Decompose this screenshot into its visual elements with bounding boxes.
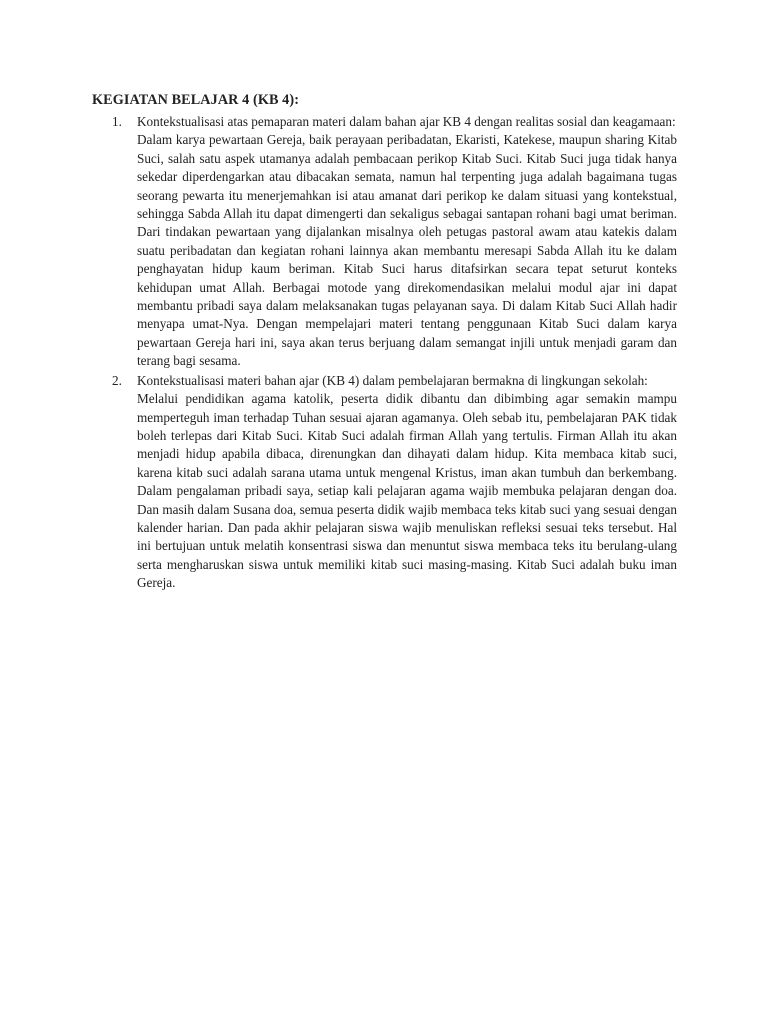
item-body: Melalui pendidikan agama katolik, peserta didik dibantu dan dibimbing agar semakin mampu memperteguh iman terhadap Tuhan sesuai ajaran agamanya. Oleh sebab itu, pembelajaran PAK tidak boleh terlepas dari Kitab Suci. Kitab Suci adalah firman Allah yang tertulis. Firman Allah itu akan menjadi hidup apabila dibaca, direnungkan dan dihayati dalam hidup. Kita membaca kitab suci, karena kitab suci adalah sarana utama untuk mengenal Kristus, iman akan tumbuh dan berkembang. Dalam pengalaman pribadi saya, setiap kali pelajaran agama wajib membuka pelajaran dengan doa. Dan masih dalam Susana doa, semua peserta didik wajib membaca teks kitab suci yang sesuai dengan kalender harian. Dan pada akhir pelajaran siswa wajib menuliskan refleksi sesuai teks tersebut. Hal ini bertujuan untuk melatih konsentrasi siswa dan menuntut siswa membaca teks itu berulang-ulang serta mengharuskan siswa untuk memiliki kitab suci masing-masing. Kitab Suci adalah buku iman Gereja.	[137, 391, 677, 591]
item-body: Dalam karya pewartaan Gereja, baik perayaan peribadatan, Ekaristi, Katekese, maupun sharing Kitab Suci, salah satu aspek utamanya adalah pembacaan perikop Kitab Suci. Kitab Suci juga tidak hanya sekedar diperdengarkan atau dibacakan semata, namun hal terpenting juga adalah bagaimana tugas seorang pewarta itu menerjemahkan isi atau amanat dari perikop ke dalam situasi yang kontekstual, sehingga Sabda Allah itu dapat dimengerti dan sekaligus sebagai santapan rohani bagi umat beriman. Dari tindakan pewartaan yang dijalankan misalnya oleh petugas pastoral awam atau katekis dalam suatu peribadatan dan kegiatan rohani lainnya akan membantu meresapi Sabda Allah itu ke dalam penghayatan hidup kaum beriman. Kitab Suci harus ditafsirkan secara tepat seturut konteks kehidupan umat Allah. Berbagai motode yang direkomendasikan melalui modul ajar ini dapat membantu pribadi saya dalam melaksanakan tugas pelayanan saya. Di dalam Kitab Suci Allah hadir menyapa umat-Nya. Dengan mempelajari materi tentang penggunaan Kitab Suci dalam karya pewartaan Gereja hari ini, saya akan terus berjuang dalam semangat injili untuk menjadi garam dan terang bagi sesama.	[137, 132, 677, 369]
item-number: 2.	[112, 372, 122, 388]
item-lead: Kontekstualisasi atas pemaparan materi dalam bahan ajar KB 4 dengan realitas sosial dan keagamaan:	[137, 114, 676, 129]
section-heading: KEGIATAN BELAJAR 4 (KB 4):	[92, 92, 300, 108]
item-lead: Kontekstualisasi materi bahan ajar (KB 4) dalam pembelajaran bermakna di lingkungan sekolah:	[137, 372, 648, 388]
list-item-1	[92, 113, 677, 371]
document-page	[92, 91, 677, 593]
item-number: 1.	[112, 114, 122, 129]
numbered-list	[92, 113, 677, 593]
list-item-2	[92, 372, 677, 593]
